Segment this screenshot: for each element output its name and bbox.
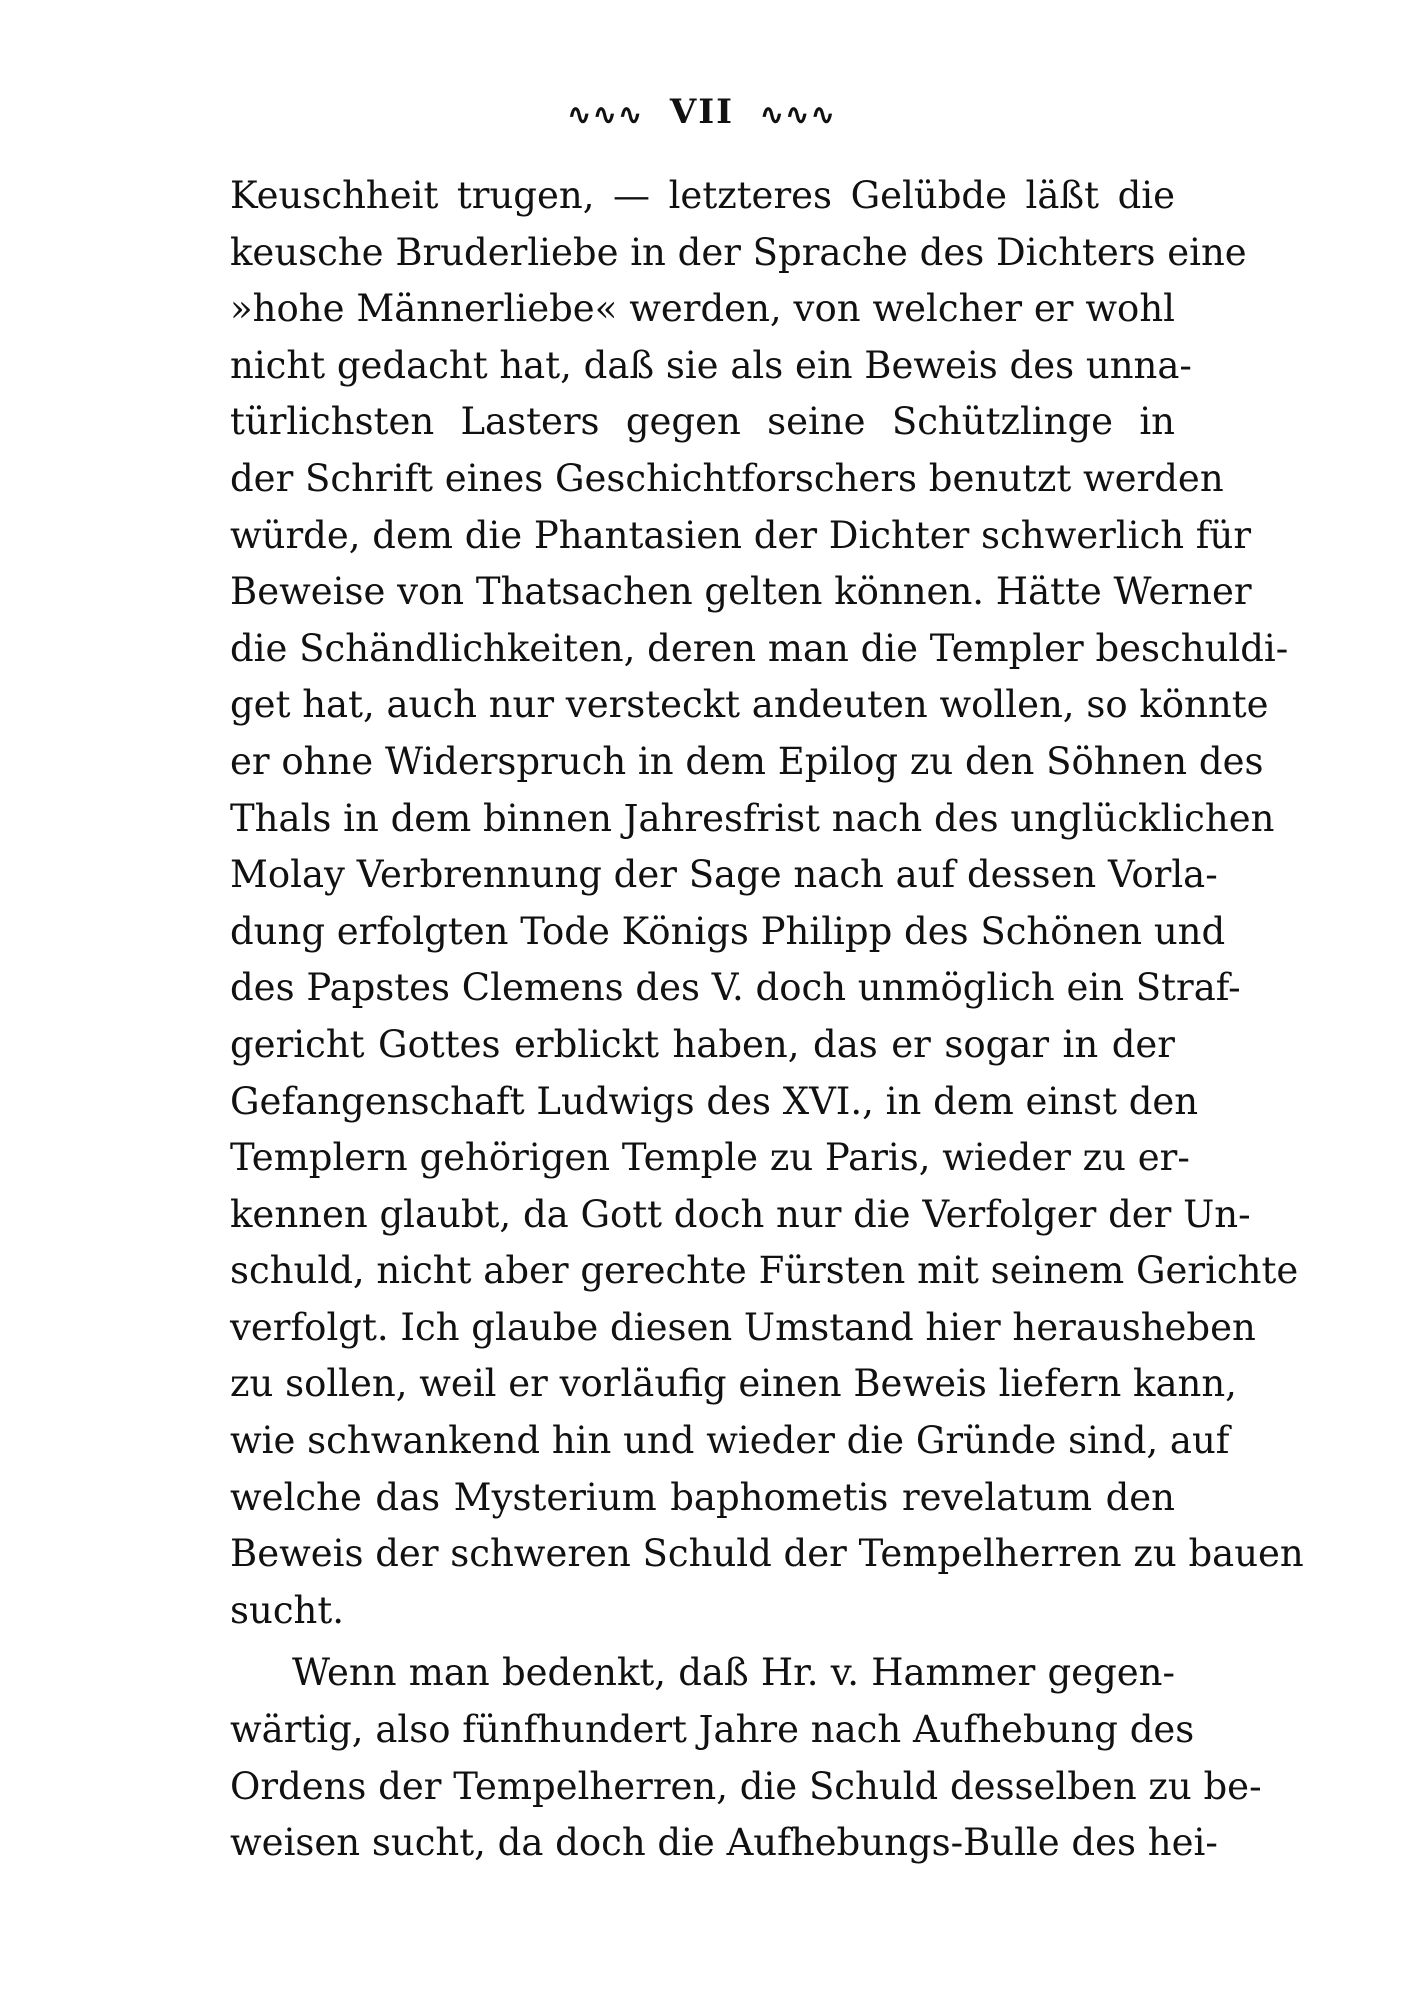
text-line: verfolgt. Ich glaube diesen Umstand hier herausheben <box>230 1305 1256 1349</box>
text-line: Wenn man bedenkt, daß Hr. v. Hammer gegen- <box>292 1651 1175 1695</box>
text-line: Ordens der Tempelherren, die Schuld desselben zu be- <box>230 1764 1262 1808</box>
body-text <box>230 168 1304 1872</box>
text-line: Beweise von Thatsachen gelten können. Hätte Werner <box>230 570 1252 614</box>
text-line: »hohe Männerliebe« werden, von welcher er wohl <box>230 287 1175 331</box>
text-line: keusche Bruderliebe in der Sprache des Dichters eine <box>230 230 1247 274</box>
page-number: VII <box>669 92 735 132</box>
text-line: würde, dem die Phantasien der Dichter schwerlich für <box>230 513 1252 557</box>
text-line: welche das Mysterium baphometis revelatum den <box>230 1475 1175 1519</box>
text-line: zu sollen, weil er vorläufig einen Beweis liefern kann, <box>230 1362 1237 1406</box>
ornament-right-icon: ∿∿∿ <box>760 97 837 131</box>
text-line: weisen sucht, da doch die Aufhebungs-Bulle des hei- <box>230 1821 1218 1865</box>
ornament-left-icon: ∿∿∿ <box>567 97 644 131</box>
text-line: Beweis der schweren Schuld der Tempelherren zu bauen <box>230 1532 1304 1576</box>
text-line: des Papstes Clemens des V. doch unmöglich ein Straf- <box>230 966 1241 1010</box>
page-header <box>0 92 1404 132</box>
text-line: Thals in dem binnen Jahresfrist nach des unglücklichen <box>230 796 1275 840</box>
text-line: gericht Gottes erblickt haben, das er sogar in der <box>230 1022 1175 1066</box>
text-line: get hat, auch nur versteckt andeuten wollen, so könnte <box>230 683 1269 727</box>
text-line: er ohne Widerspruch in dem Epilog zu den Söhnen des <box>230 739 1264 783</box>
text-line: schuld, nicht aber gerechte Fürsten mit seinem Gerichte <box>230 1249 1299 1293</box>
text-line: Templern gehörigen Temple zu Paris, wieder zu er- <box>230 1136 1190 1180</box>
text-line: der Schrift eines Geschichtforschers benutzt werden <box>230 456 1224 500</box>
text-line: sucht. <box>230 1588 344 1632</box>
text-line: Gefangenschaft Ludwigs des XVI., in dem einst den <box>230 1079 1199 1123</box>
text-line: dung erfolgten Tode Königs Philipp des Schönen und <box>230 909 1226 953</box>
text-line: Keuschheit trugen, — letzteres Gelübde läßt die <box>230 174 1175 217</box>
paragraph-1 <box>230 168 1304 1639</box>
paragraph-2 <box>230 1645 1262 1871</box>
text-line: die Schändlichkeiten, deren man die Templer beschuldi- <box>230 626 1289 670</box>
text-line: nicht gedacht hat, daß sie als ein Beweis des unna- <box>230 343 1192 387</box>
text-line: kennen glaubt, da Gott doch nur die Verfolger der Un- <box>230 1192 1251 1236</box>
text-line: türlichsten Lasters gegen seine Schützlinge in <box>230 400 1175 444</box>
text-line: wie schwankend hin und wieder die Gründe sind, auf <box>230 1419 1230 1463</box>
text-line: wärtig, also fünfhundert Jahre nach Aufhebung des <box>230 1708 1195 1752</box>
text-line: Molay Verbrennung der Sage nach auf dessen Vorla- <box>230 853 1218 897</box>
